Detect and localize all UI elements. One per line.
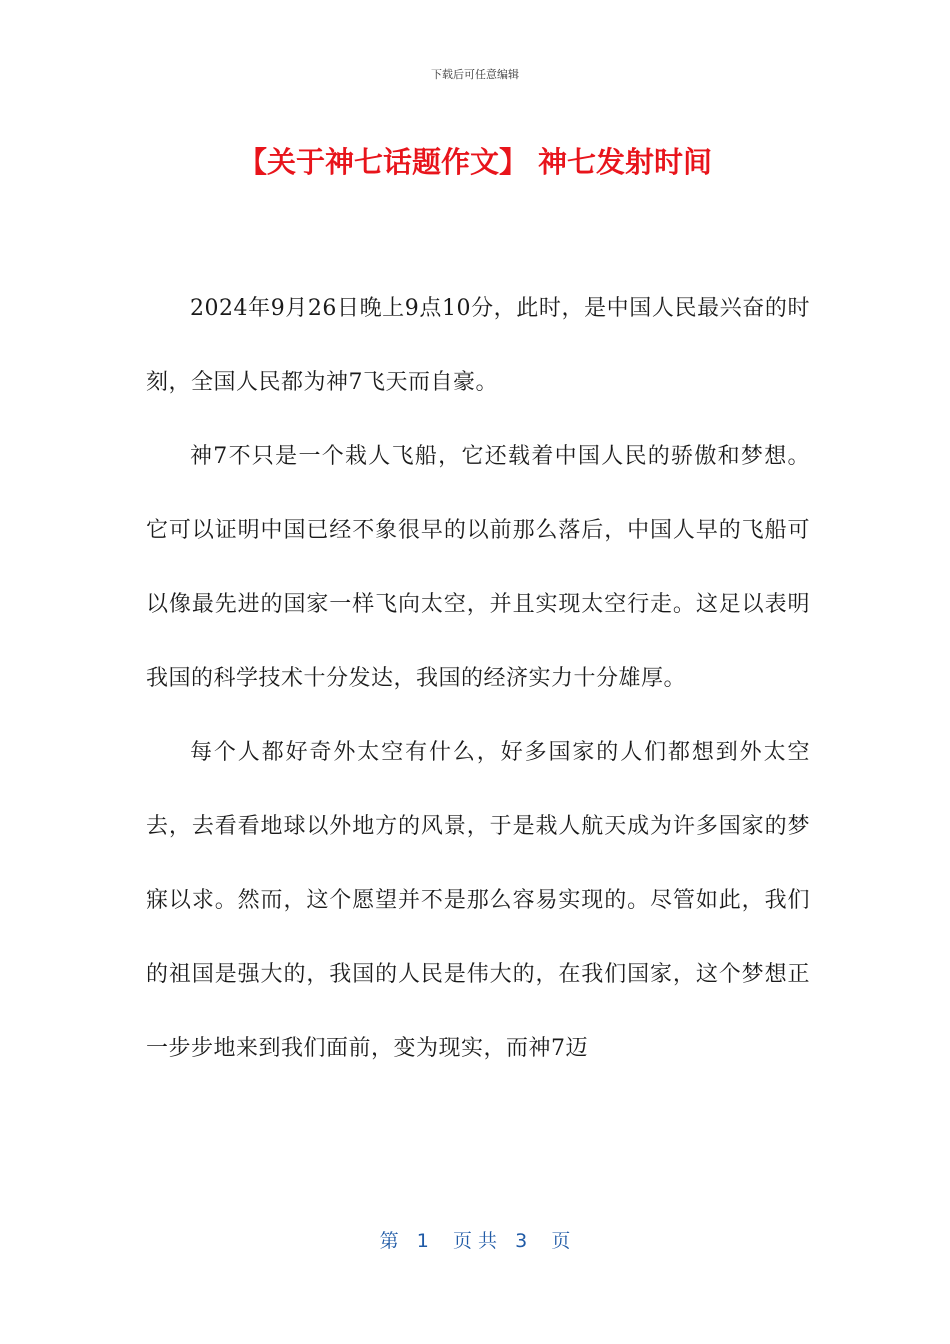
paragraph-2: 神7不只是一个栽人飞船，它还载着中国人民的骄傲和梦想。它可以证明中国已经不象很早的以前那么落后，中国人早的飞船可以像最先进的国家一样飞向太空，并且实现太空行走。这足以表明我国的科学技术十分发达，我国的经济实力十分雄厚。 [146,444,810,691]
paragraph-1: 2024年9月26日晚上9点10分，此时，是中国人民最兴奋的时刻，全国人民都为神7飞天而自豪。 [146,296,810,395]
page-number-footer: 第 1 页 共 3 页 [379,1230,571,1252]
paragraph-3: 每个人都好奇外太空有什么，好多国家的人们都想到外太空去，去看看地球以外地方的风景，于是栽人航天成为许多国家的梦寐以求。然而，这个愿望并不是那么容易实现的。尽管如此，我们的祖国是强大的，我国的人民是伟大的，在我们国家，这个梦想正一步步地来到我们面前，变为现实，而神7迈 [146,740,810,1061]
document-body [146,272,810,1086]
document-title: 【关于神七话题作文】 神七发射时间 [237,145,713,179]
header-note: 下载后可任意编辑 [431,68,519,81]
